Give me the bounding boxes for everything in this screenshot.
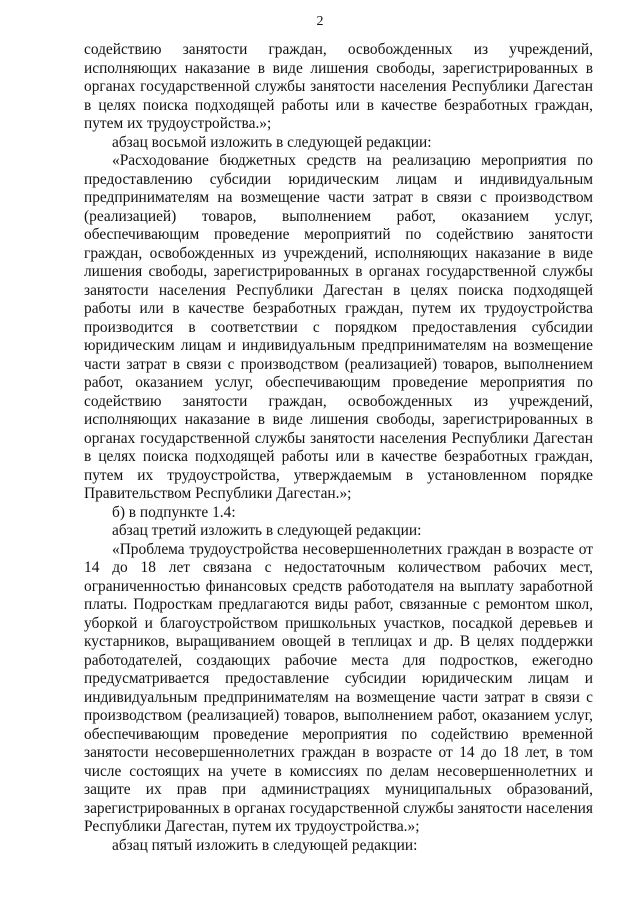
paragraph-amendment-intro-8: абзац восьмой изложить в следующей редакции: [112,133,432,151]
paragraph-amendment-intro-5: абзац пятый изложить в следующей редакции: [112,836,418,854]
paragraph-youth-employment: «Проблема трудоустройства несовершеннолетних граждан в возрасте от 14 до 18 лет связана с недостаточным количеством рабочих мест, ограниченностью финансовых средств работодателя на выплату заработной платы. Подросткам предлагаются виды работ, связанные с ремонтом школ, уборкой и благоустройством пришкольных участков, посадкой деревьев и кустарников, выращиванием овощей в теплицах и др. В целях поддержки работодателей, создающих рабочие места для подростков, ежегодно предусматривается предоставление субсидии юридическим лицам и индивидуальным предпринимателям на возмещение части затрат в связи с производством (реализацией) товаров, выполнением работ, оказанием услуг, обеспечивающим проведение мероприятия по содействию временной занятости несовершеннолетних граждан в возрасте от 14 до 18 лет, в том числе состоящих на учете в комиссиях по делам несовершеннолетних и защите их прав при администрациях муниципальных образований, зарегистрированных в органах государственной службы занятости населения Республики Дагестан, путем их трудоустройства.»; [84,540,594,835]
paragraph-budget-expenditure: «Расходование бюджетных средств на реализацию мероприятия по предоставлению субсидии юридическим лицам и индивидуальным предпринимателям на возмещение части затрат в связи с производством (реализацией) товаров, выполнением работ, оказанием услуг, обеспечивающим проведение мероприятий по содействию занятости граждан, освобожденных из учреждений, исполняющих наказание в виде лишения свободы, зарегистрированных в органах государственной службы занятости населения Республики Дагестан в целях поиска подходящей работы или в качестве безработных граждан, путем их трудоустройства производится в соответствии с порядком предоставления субсидии юридическим лицам и индивидуальным предпринимателям на возмещение части затрат в связи с производством (реализацией) товаров, выполнением работ, оказанием услуг, обеспечивающим проведение мероприятия по содействию занятости граждан, освобожденных из учреждений, исполняющих наказание в виде лишения свободы, зарегистрированных в органах государственной службы занятости населения Республики Дагестан в целях поиска подходящей работы или в качестве безработных граждан, путем их трудоустройства, утверждаемым в установленном порядке Правительством Республики Дагестан.»; [84,152,593,502]
paragraph-amendment-intro-3: абзац третий изложить в следующей редакции: [112,522,422,539]
page-number: 2 [316,14,324,29]
document-body [84,41,593,855]
paragraph-subclause-1-4: б) в подпункте 1.4: [112,503,236,521]
paragraph-continuation: содействию занятости граждан, освобожденных из учреждений, исполняющих наказание в виде лишения свободы, зарегистрированных в органах государственной службы занятости населения Республики Дагестан в целях поиска подходящей работы или в качестве безработных граждан, путем их трудоустройства.»; [84,41,593,132]
